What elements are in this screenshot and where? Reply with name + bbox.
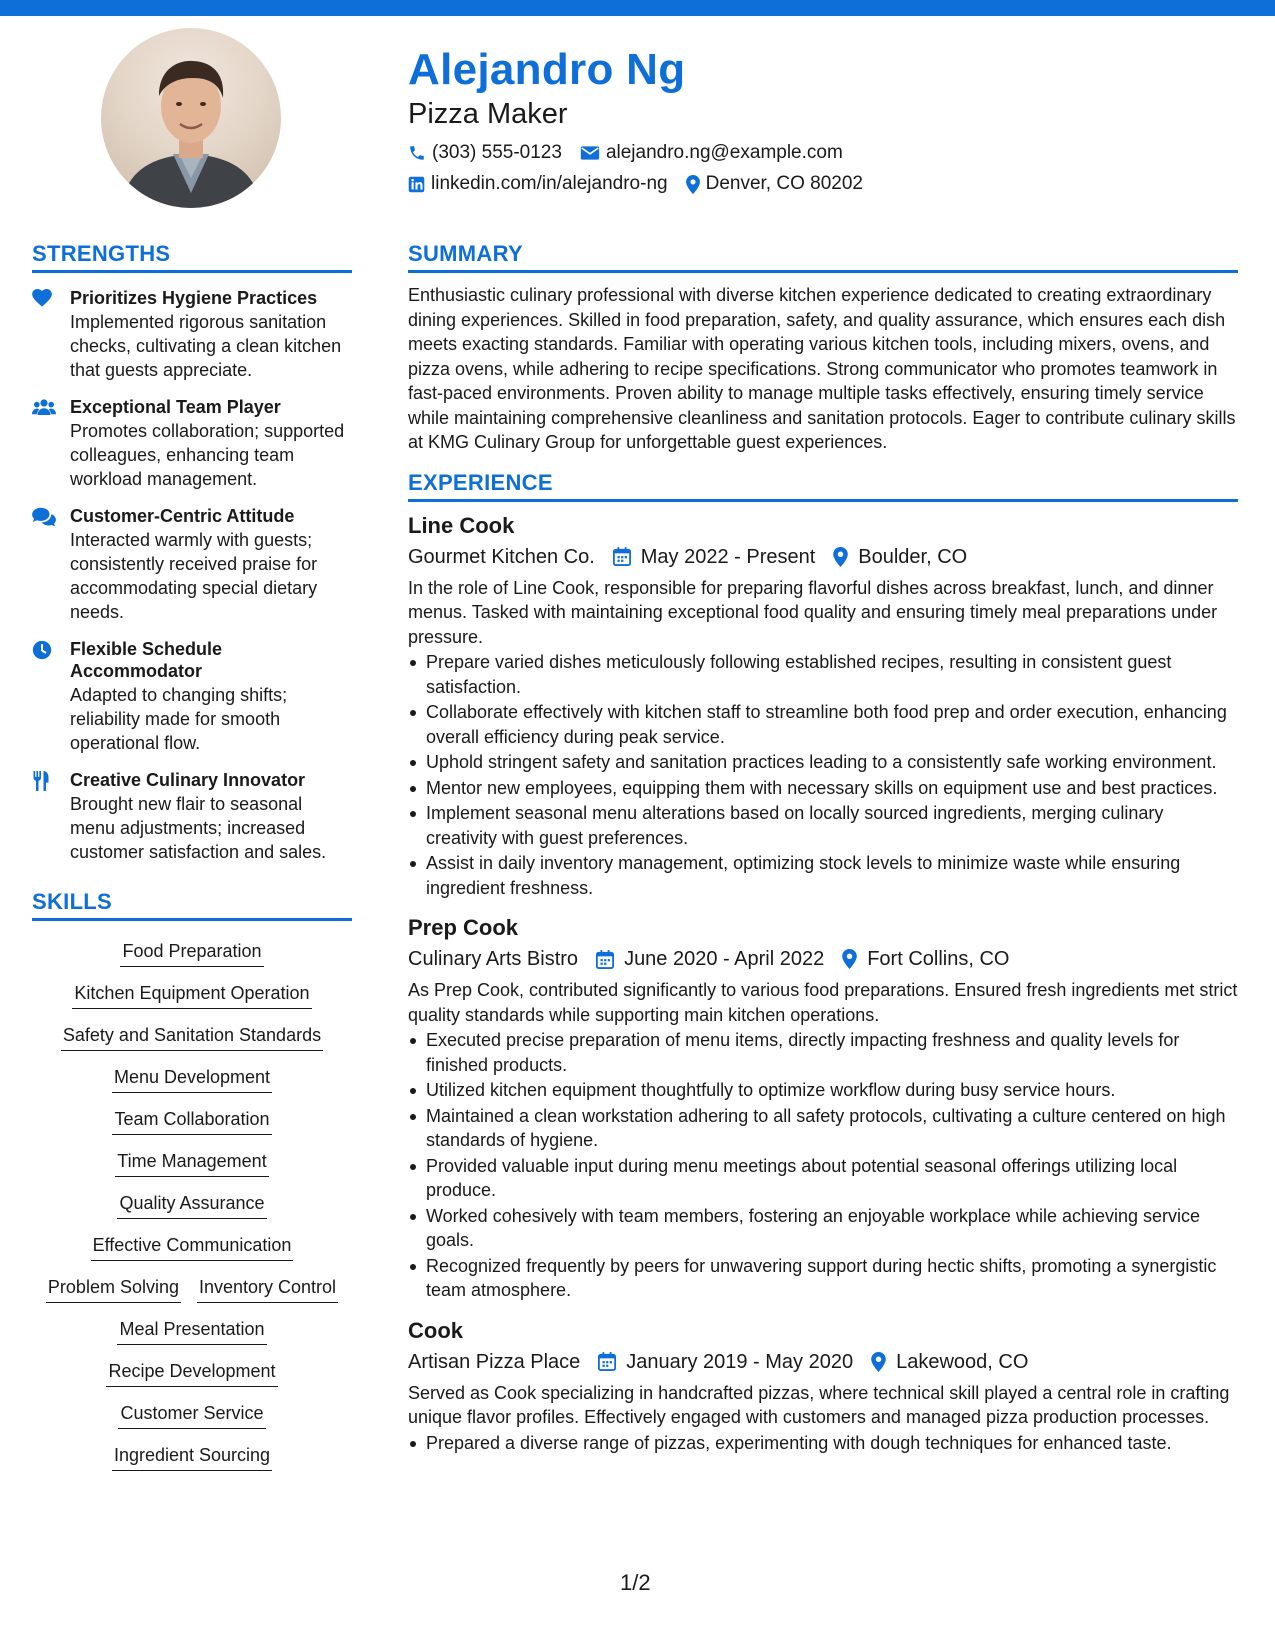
job-bullets	[408, 650, 1238, 900]
job-description: In the role of Line Cook, responsible for preparing flavorful dishes across breakfast, lunch, and dinner menus. Tasked with maintaining exceptional food quality and ensuring timely meal preparations under pressure.	[408, 577, 1218, 647]
job-dates	[596, 946, 824, 972]
strength-item	[32, 287, 352, 382]
job-bullet: Worked cohesively with team members, fostering an enjoyable workplace while achieving service goals.	[408, 1204, 1238, 1253]
contact-email[interactable]	[580, 140, 843, 166]
summary-text: Enthusiastic culinary professional with diverse kitchen experience dedicated to creating extraordinary dining experiences. Skilled in food preparation, safety, and quality assurance, which ensures each dish meets exacting standards. Familiar with operating various kitchen tools, including mixers, ovens, and pizza ovens, while adhering to recipe specifications. Strong communicator who promotes teamwork in fast-paced environments. Proven ability to manage multiple tasks effectively, ensuring timely service while maintaining comprehensive cleanliness and sanitation protocols. Eager to contribute culinary skills at KMG Culinary Group for unforgettable guest experiences.	[408, 285, 1236, 452]
job-bullets	[408, 1431, 1238, 1456]
job-dates	[598, 1349, 853, 1375]
job-bullet: Implement seasonal menu alterations based on locally sourced ingredients, merging culinary creativity with guest preferences.	[408, 801, 1238, 850]
strength-item	[32, 638, 352, 755]
skill-tag: Quality Assurance	[117, 1191, 266, 1219]
job-bullet: Utilized kitchen equipment thoughtfully to optimize workflow during busy service hours.	[408, 1078, 1238, 1103]
skill-tag: Inventory Control	[197, 1275, 338, 1303]
job-description: Served as Cook specializing in handcrafted pizzas, where technical skill played a central role in crafting unique flavor profiles. Effectively engaged with customers and managed pizza production processes.	[408, 1382, 1230, 1427]
profile-photo	[101, 28, 281, 208]
envelope-icon	[580, 145, 600, 161]
skill-tag: Ingredient Sourcing	[112, 1443, 272, 1471]
strength-item	[32, 505, 352, 624]
experience-heading: EXPERIENCE	[408, 469, 1238, 502]
company-text: Artisan Pizza Place	[408, 1350, 581, 1373]
contact-location	[686, 171, 863, 197]
location-text: Denver, CO 80202	[705, 173, 863, 194]
strength-item	[32, 396, 352, 491]
job-bullet: Mentor new employees, equipping them with necessary skills on equipment use and best practices.	[408, 776, 1238, 801]
company-text: Culinary Arts Bistro	[408, 948, 579, 970]
map-pin-icon	[871, 1352, 886, 1372]
job-bullet: Prepare varied dishes meticulously following established recipes, resulting in consistent guest satisfaction.	[408, 650, 1238, 699]
map-pin-icon	[686, 175, 700, 194]
skill-tag: Recipe Development	[106, 1359, 277, 1387]
strength-desc: Implemented rigorous sanitation checks, cultivating a clean kitchen that guests appreciate.	[70, 312, 342, 380]
job-role: Line Cook	[408, 512, 515, 538]
left-column	[32, 240, 352, 1479]
skill-tag: Safety and Sanitation Standards	[61, 1023, 323, 1051]
email-text: alejandro.ng@example.com	[605, 142, 843, 163]
job-company	[408, 544, 595, 570]
map-pin-icon	[842, 949, 857, 969]
top-accent-bar	[0, 0, 1275, 16]
profile-photo-illustration	[101, 28, 281, 208]
skills-list	[32, 933, 352, 1479]
strength-title: Exceptional Team Player	[70, 397, 281, 417]
job-bullet: Executed precise preparation of menu items, directly impacting freshness and quality levels for finished products.	[408, 1028, 1238, 1077]
skills-heading: SKILLS	[32, 888, 352, 921]
job-bullets	[408, 1028, 1238, 1303]
strength-desc: Interacted warmly with guests; consistently received praise for accommodating special dietary needs.	[70, 530, 318, 622]
job-company	[408, 946, 578, 972]
job-role: Prep Cook	[408, 915, 519, 940]
linkedin-text: linkedin.com/in/alejandro-ng	[431, 173, 668, 194]
dates-text: January 2019 - May 2020	[626, 1350, 854, 1373]
job-location	[871, 1349, 1028, 1375]
phone-text: (303) 555-0123	[432, 142, 562, 163]
dates-text: May 2022 - Present	[640, 545, 816, 568]
calendar-icon	[596, 950, 614, 969]
job-description: As Prep Cook, contributed significantly to various food preparations. Ensured fresh ingredients met strict quality standards while supporting main kitchen operations.	[408, 980, 1238, 1025]
job-dates	[613, 544, 816, 570]
strength-desc: Brought new flair to seasonal menu adjustments; increased customer satisfaction and sales.	[70, 794, 327, 862]
job-bullet: Recognized frequently by peers for unwavering support during hectic shifts, promoting a synergistic team atmosphere.	[408, 1254, 1238, 1303]
phone-icon	[408, 144, 426, 162]
clock-icon	[32, 640, 52, 660]
job-meta	[408, 1349, 1238, 1375]
location-text: Fort Collins, CO	[867, 948, 1010, 970]
utensils-icon	[32, 771, 50, 791]
strength-item	[32, 769, 352, 864]
skill-tag: Menu Development	[112, 1065, 272, 1093]
job-location	[833, 544, 967, 570]
job-meta	[408, 946, 1238, 972]
candidate-name: Alejandro Ng	[408, 45, 686, 94]
job-entry	[408, 1317, 1238, 1456]
skill-tag: Time Management	[115, 1149, 268, 1177]
job-bullet: Maintained a clean workstation adhering to all safety protocols, cultivating a culture centered on high standards of hygiene.	[408, 1104, 1238, 1153]
job-bullet: Uphold stringent safety and sanitation practices leading to a consistently safe working environment.	[408, 750, 1238, 775]
comments-icon	[32, 507, 56, 526]
skill-tag: Meal Presentation	[117, 1317, 266, 1345]
skill-tag: Kitchen Equipment Operation	[72, 981, 311, 1009]
job-location	[842, 946, 1009, 972]
job-entry	[408, 914, 1238, 1303]
strength-title: Customer-Centric Attitude	[70, 506, 295, 526]
contact-row-1	[408, 140, 1238, 166]
resume-header	[408, 44, 1238, 197]
contact-phone[interactable]	[408, 140, 562, 166]
skill-tag: Food Preparation	[120, 939, 263, 967]
skill-tag: Effective Communication	[91, 1233, 294, 1261]
page-number: 1/2	[620, 1570, 651, 1595]
map-pin-icon	[833, 547, 848, 567]
job-bullet: Prepared a diverse range of pizzas, experimenting with dough techniques for enhanced taste.	[408, 1431, 1238, 1456]
location-text: Lakewood, CO	[896, 1350, 1029, 1373]
strengths-heading: STRENGTHS	[32, 240, 352, 273]
skill-tag: Problem Solving	[46, 1275, 181, 1303]
strength-desc: Promotes collaboration; supported colleagues, enhancing team workload management.	[70, 421, 345, 489]
candidate-title: Pizza Maker	[408, 98, 568, 130]
job-meta	[408, 544, 1238, 570]
summary-heading: SUMMARY	[408, 240, 1238, 273]
skill-tag: Team Collaboration	[112, 1107, 271, 1135]
location-text: Boulder, CO	[858, 545, 968, 568]
company-text: Gourmet Kitchen Co.	[408, 545, 595, 568]
job-bullet: Assist in daily inventory management, optimizing stock levels to minimize waste while ensuring ingredient freshness.	[408, 851, 1238, 900]
job-role: Cook	[408, 1317, 463, 1343]
strength-title: Creative Culinary Innovator	[70, 770, 306, 790]
strength-desc: Adapted to changing shifts; reliability made for smooth operational flow.	[70, 685, 288, 753]
job-bullet: Provided valuable input during menu meetings about potential seasonal offerings utilizing local produce.	[408, 1154, 1238, 1203]
job-bullet: Collaborate effectively with kitchen staff to streamline both food prep and order execution, enhancing overall efficiency during peak service.	[408, 700, 1238, 749]
calendar-icon	[613, 547, 631, 566]
heart-icon	[32, 289, 52, 307]
contact-linkedin[interactable]	[408, 171, 668, 197]
strength-title: Prioritizes Hygiene Practices	[70, 288, 318, 308]
skill-tag: Customer Service	[118, 1401, 265, 1429]
linkedin-icon	[408, 176, 425, 193]
users-icon	[32, 398, 56, 416]
contact-row-2	[408, 171, 1238, 197]
strength-title: Flexible Schedule Accommodator	[70, 639, 223, 681]
job-entry	[408, 512, 1238, 901]
dates-text: June 2020 - April 2022	[624, 948, 825, 970]
job-company	[408, 1349, 580, 1375]
calendar-icon	[598, 1352, 616, 1371]
right-column	[408, 240, 1238, 1455]
